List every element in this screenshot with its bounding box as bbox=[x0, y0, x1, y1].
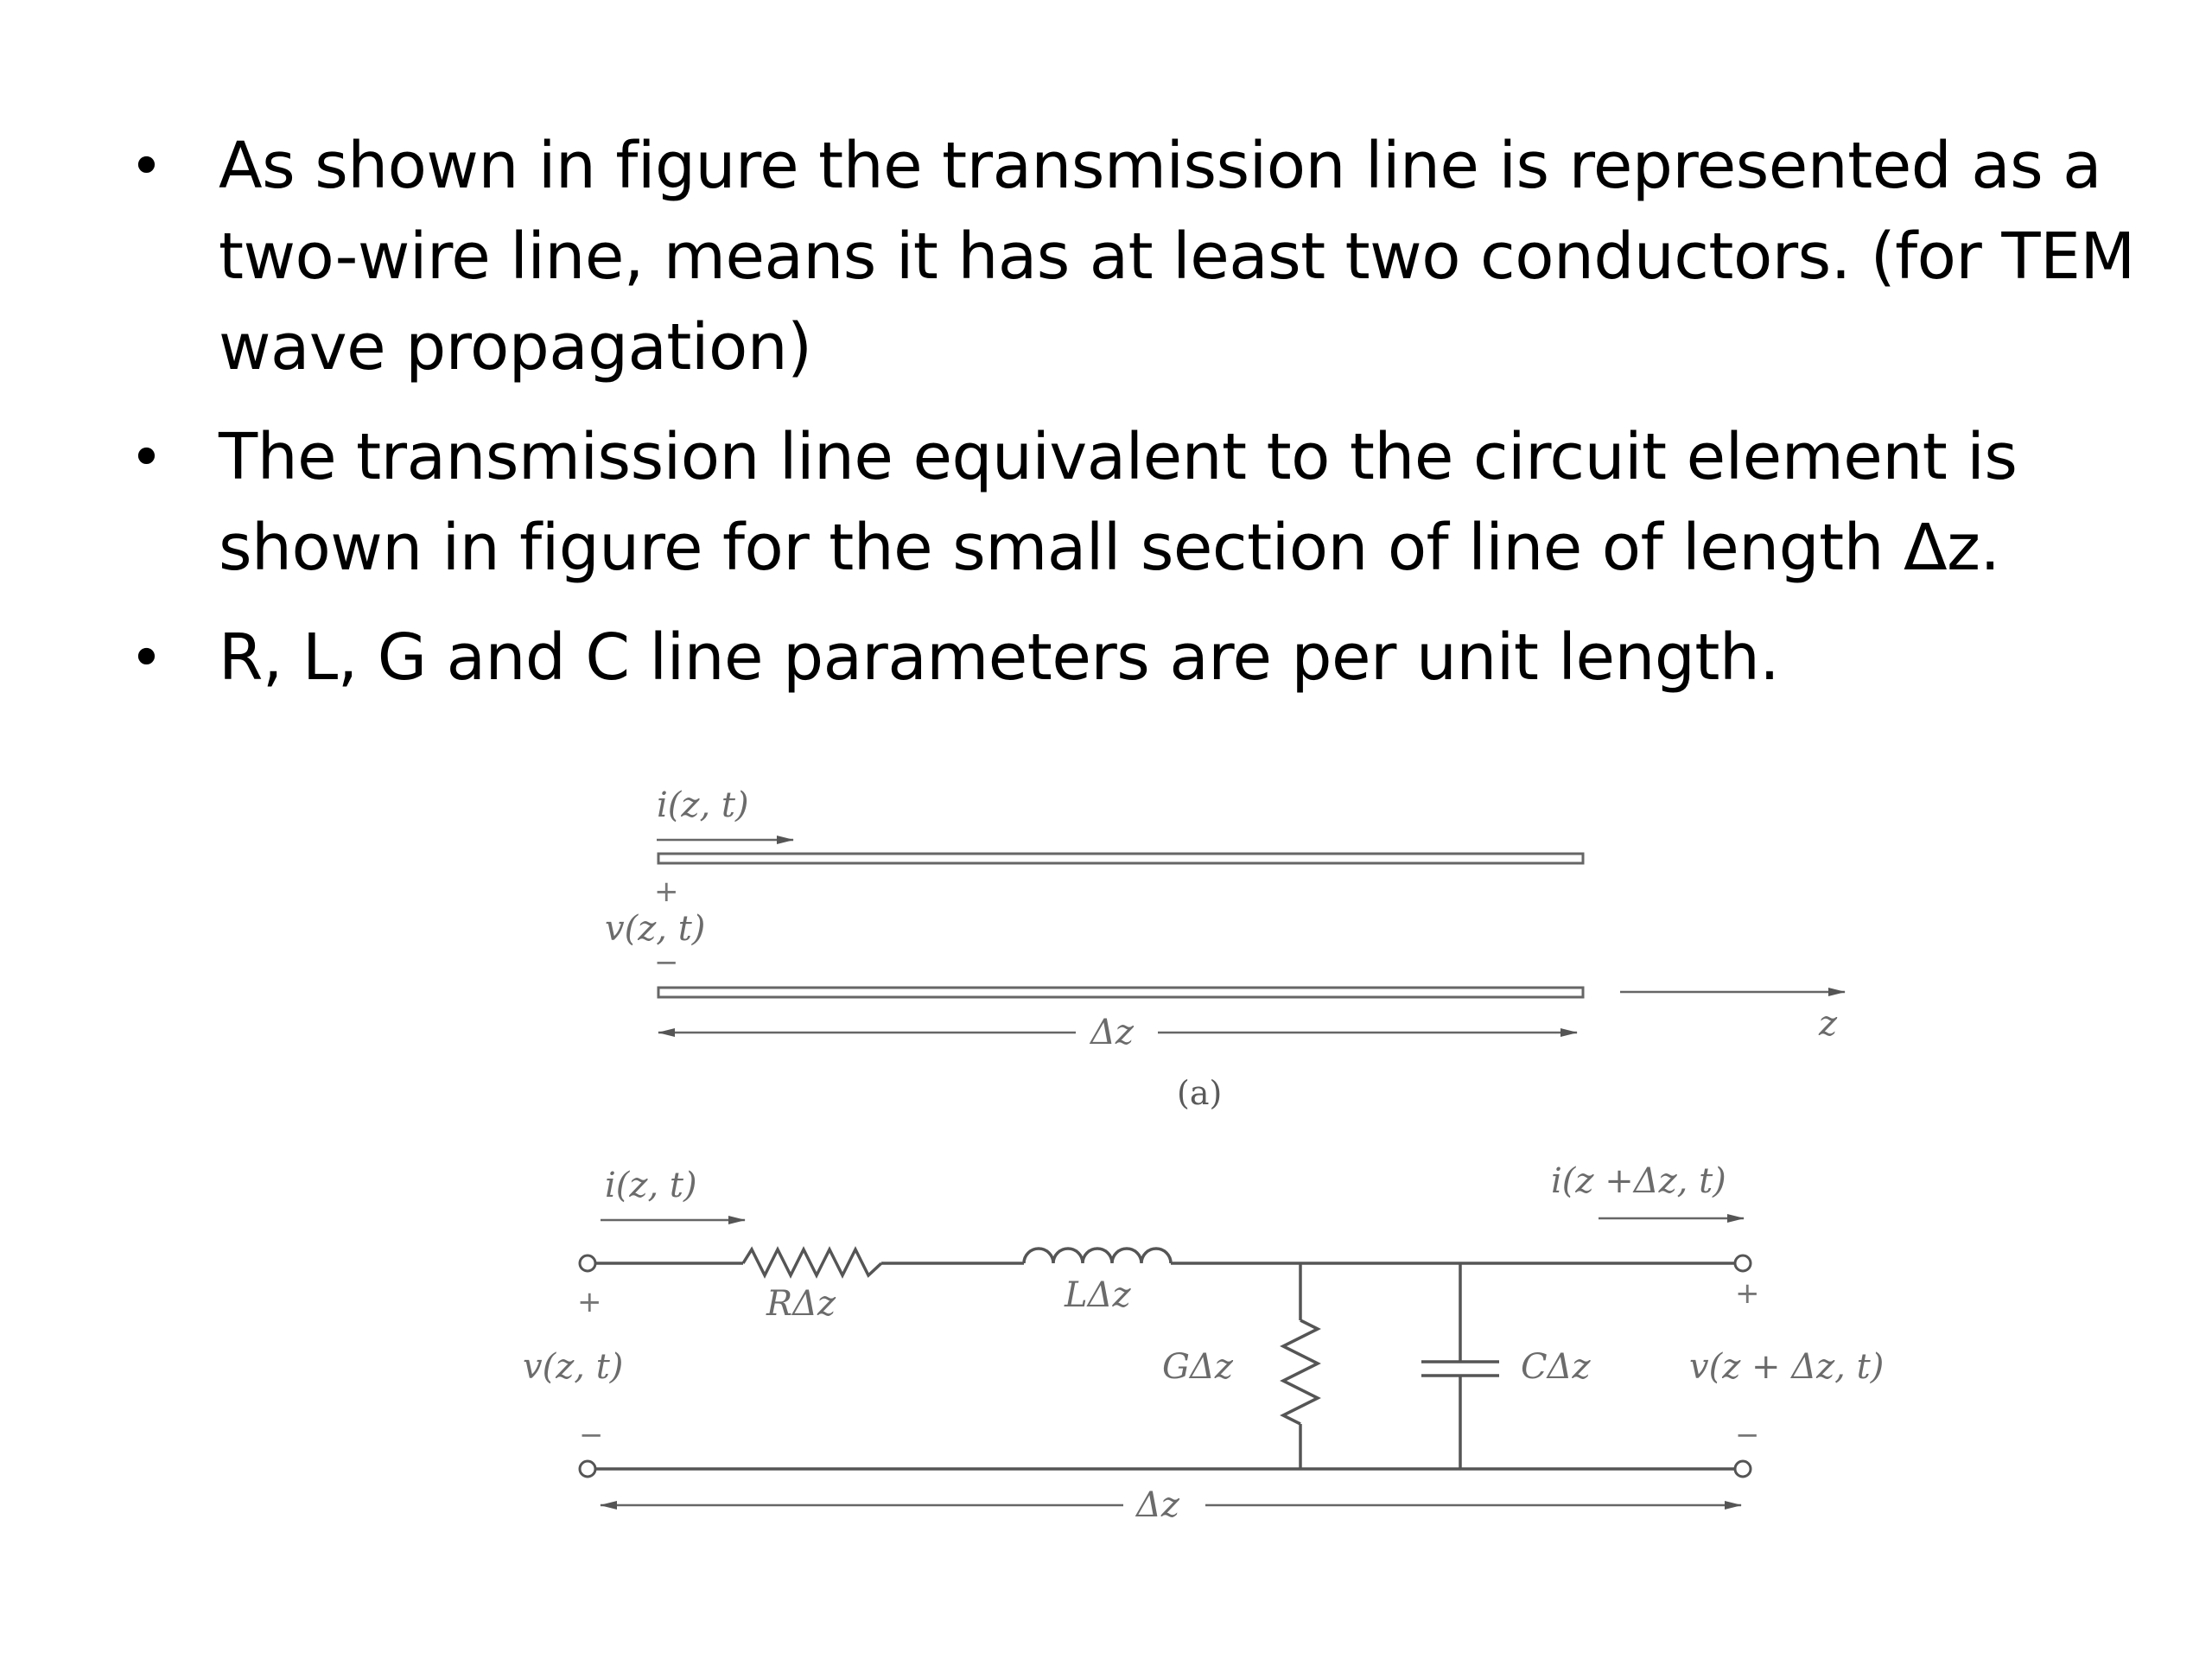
voltage-in-label: v(z, t) bbox=[523, 1347, 624, 1387]
output-terminal-top bbox=[1735, 1255, 1751, 1271]
conductance-symbol bbox=[1283, 1320, 1318, 1424]
minus-sign-a: − bbox=[654, 945, 679, 980]
length-label-a: Δz bbox=[1090, 1013, 1134, 1052]
current-out-label: i(z +Δz, t) bbox=[1551, 1161, 1726, 1201]
plus-sign-in: + bbox=[577, 1285, 602, 1319]
caption-a: (a) bbox=[1177, 1074, 1223, 1112]
minus-sign-out: − bbox=[1735, 1418, 1760, 1452]
input-terminal-bottom bbox=[580, 1461, 595, 1477]
bullet-text: The transmission line equivalent to the circuit element is shown in figure for the small section of line of length Δz. bbox=[219, 420, 2018, 585]
lower-conductor bbox=[658, 988, 1583, 997]
figure-a bbox=[605, 785, 1845, 1112]
bullet-dot: • bbox=[130, 625, 163, 691]
upper-conductor bbox=[658, 854, 1583, 863]
bullet-text: R, L, G and C line parameters are per unit length. bbox=[219, 620, 1780, 695]
inductor-label: LΔz bbox=[1065, 1275, 1131, 1315]
conductance-label: GΔz bbox=[1162, 1347, 1233, 1387]
length-label-b: Δz bbox=[1136, 1485, 1179, 1525]
inductor-symbol bbox=[1024, 1249, 1171, 1263]
voltage-out-label: v(z + Δz, t) bbox=[1689, 1347, 1885, 1387]
input-terminal-top bbox=[580, 1255, 595, 1271]
current-label-a: i(z, t) bbox=[657, 785, 749, 825]
capacitor-label: CΔz bbox=[1521, 1347, 1591, 1387]
figure-b bbox=[523, 1161, 1884, 1525]
resistor-label: RΔz bbox=[766, 1284, 836, 1324]
voltage-label-a: v(z, t) bbox=[605, 909, 706, 949]
output-terminal-bottom bbox=[1735, 1461, 1751, 1477]
bullet-dot: • bbox=[130, 424, 163, 491]
resistor-symbol bbox=[743, 1249, 881, 1275]
z-axis-label: z bbox=[1819, 1004, 1838, 1044]
bullet-dot: • bbox=[130, 133, 163, 200]
bullet-text: As shown in figure the transmission line is represented as a two-wire line, means it has at least two conductors. (for TEM wave propagation) bbox=[219, 129, 2135, 385]
plus-sign-out: + bbox=[1735, 1276, 1760, 1311]
minus-sign-in: − bbox=[579, 1418, 604, 1452]
plus-sign-a: + bbox=[654, 874, 679, 909]
current-in-label: i(z, t) bbox=[605, 1166, 697, 1205]
